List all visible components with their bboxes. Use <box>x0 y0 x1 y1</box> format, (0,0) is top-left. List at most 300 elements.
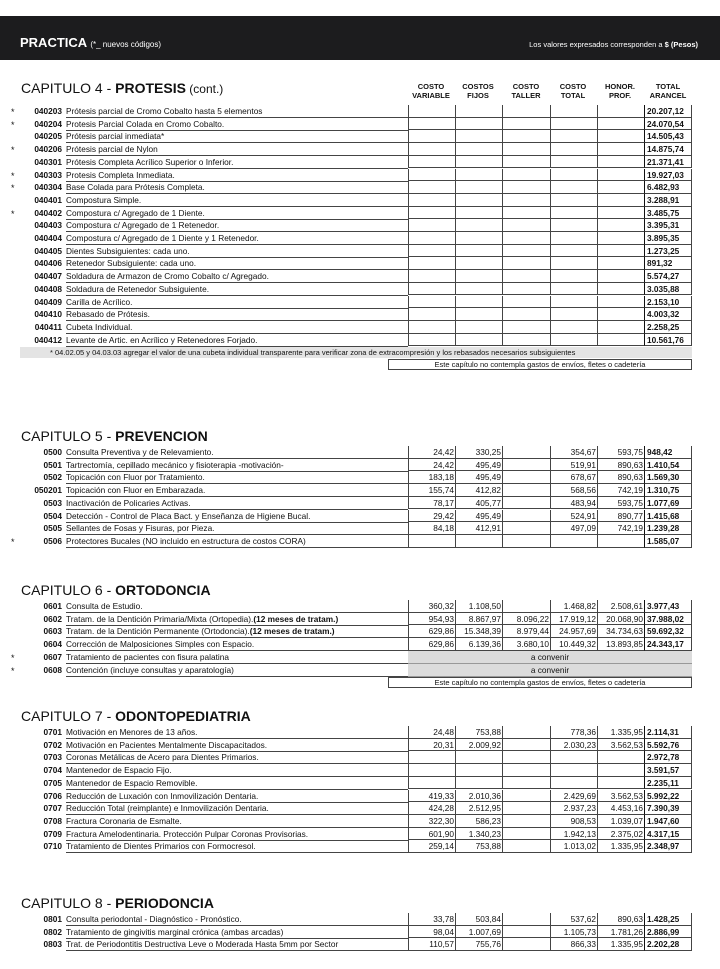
fixed-cost-cell: 1.108,50 <box>455 600 502 613</box>
fixed-cost-cell: 1.007,69 <box>455 926 502 939</box>
professional-fee-cell: 890,77 <box>597 510 644 523</box>
total-fee-cell: 24.070,54 <box>644 118 692 131</box>
practice-description <box>66 207 408 220</box>
total-cost-cell <box>550 751 597 764</box>
workshop-cost-cell <box>502 232 550 245</box>
practice-code: 040412 <box>34 334 62 345</box>
total-cost-cell: 1.942,13 <box>550 828 597 841</box>
variable-cost-cell: 33,78 <box>408 913 455 926</box>
professional-fee-cell <box>597 219 644 232</box>
professional-fee-cell: 4.453,16 <box>597 802 644 815</box>
total-cost-cell: 1.105,73 <box>550 926 597 939</box>
practice-description-text: Levante de Artic. en Acrílico y Retenedores Forjado. <box>66 334 258 345</box>
practice-description-text: Tratamiento de gingivitis marginal crónica (ambas arcadas) <box>66 926 284 937</box>
chapter-name: PREVENCION <box>115 428 208 444</box>
total-cost-cell: 483,94 <box>550 497 597 510</box>
practice-code: 0603 <box>43 626 62 637</box>
total-fee-cell: 2.202,28 <box>644 938 692 951</box>
practice-description-text: Compostura c/ Agregado de 1 Diente. <box>66 207 205 218</box>
practice-description <box>66 913 408 926</box>
fixed-cost-cell <box>455 169 502 182</box>
chapter-name: PERIODONCIA <box>115 895 214 911</box>
table-row <box>0 815 720 827</box>
practice-description <box>66 257 408 270</box>
new-code-marker: * <box>11 145 15 156</box>
total-fee-cell: 14.505,43 <box>644 130 692 143</box>
professional-fee-cell: 1.039,07 <box>597 815 644 828</box>
table-row <box>0 625 720 637</box>
total-fee-cell: 6.482,93 <box>644 181 692 194</box>
practice-code: 040401 <box>34 194 62 205</box>
page-header <box>0 16 720 60</box>
practice-description <box>66 613 408 626</box>
practice-description-text: Prótesis Completa Acrílico Superior o Inferior. <box>66 156 234 167</box>
practice-description-text: Soldadura de Armazon de Cromo Cobalto c/ Agregado. <box>66 271 269 282</box>
total-cost-cell: 678,67 <box>550 471 597 484</box>
chapter-name: ODONTOPEDIATRIA <box>115 708 251 724</box>
total-fee-cell: 5.592,76 <box>644 739 692 752</box>
workshop-cost-cell <box>502 130 550 143</box>
column-header-line: TALLER <box>511 91 541 100</box>
practice-description <box>66 497 408 510</box>
fixed-cost-cell: 8.867,97 <box>455 613 502 626</box>
practice-description-text: Trat. de Periodontitis Destructiva Leve o Moderada Hasta 5mm por Sector <box>66 939 339 950</box>
workshop-cost-cell <box>502 497 550 510</box>
practice-description-text: Prótesis parcial inmediata* <box>66 131 165 142</box>
practice-description-text: Fractura Amelodentinaria. Protección Pulpar Coronas Provisorias. <box>66 828 309 839</box>
new-code-marker: * <box>11 536 15 547</box>
top-margin <box>0 0 720 16</box>
practice-description <box>66 296 408 309</box>
table-row <box>0 156 720 168</box>
total-fee-cell: 2.348,97 <box>644 840 692 853</box>
practice-description <box>66 651 408 664</box>
practice-description <box>66 751 408 764</box>
table-row <box>0 777 720 789</box>
practice-description <box>66 510 408 523</box>
variable-cost-cell <box>408 130 455 143</box>
total-fee-cell: 3.395,31 <box>644 219 692 232</box>
professional-fee-cell <box>597 194 644 207</box>
table-row <box>0 522 720 534</box>
column-header <box>596 82 644 100</box>
practice-description <box>66 484 408 497</box>
variable-cost-cell: 629,86 <box>408 638 455 651</box>
shipping-disclaimer: Este capítulo no contempla gastos de envíos, fletes o cadetería <box>388 359 692 370</box>
chapter-name: ORTODONCIA <box>115 582 211 598</box>
total-fee-cell: 2.235,11 <box>644 777 692 790</box>
currency-note <box>529 40 698 49</box>
total-fee-cell: 1.077,69 <box>644 497 692 510</box>
total-fee-cell: 7.390,39 <box>644 802 692 815</box>
workshop-cost-cell <box>502 790 550 803</box>
workshop-cost-cell <box>502 828 550 841</box>
practice-code: 040304 <box>34 182 62 193</box>
new-code-marker: * <box>11 183 15 194</box>
practice-description-text: Motivación en Pacientes Mentalmente Discapacitados. <box>66 739 268 750</box>
table-row <box>0 471 720 483</box>
total-cost-cell: 778,36 <box>550 726 597 739</box>
variable-cost-cell <box>408 777 455 790</box>
column-header-line: COSTO <box>559 82 587 91</box>
practice-description <box>66 777 408 790</box>
practice-code: 040406 <box>34 258 62 269</box>
practice-description <box>66 790 408 803</box>
professional-fee-cell: 13.893,85 <box>597 638 644 651</box>
chapter-title <box>21 708 251 724</box>
fixed-cost-cell <box>455 207 502 220</box>
practice-code: 040409 <box>34 296 62 307</box>
variable-cost-cell: 259,14 <box>408 840 455 853</box>
professional-fee-cell <box>597 156 644 169</box>
total-fee-cell: 4.317,15 <box>644 828 692 841</box>
total-fee-cell: 5.574,27 <box>644 270 692 283</box>
variable-cost-cell <box>408 283 455 296</box>
practice-description <box>66 270 408 283</box>
total-fee-cell: 2.153,10 <box>644 296 692 309</box>
practice-description-text: Cubeta Individual. <box>66 321 133 332</box>
professional-fee-cell: 34.734,63 <box>597 625 644 638</box>
practice-code: 0501 <box>43 459 62 470</box>
variable-cost-cell <box>408 535 455 548</box>
fixed-cost-cell: 503,84 <box>455 913 502 926</box>
practice-code: 040303 <box>34 169 62 180</box>
total-cost-cell: 354,67 <box>550 446 597 459</box>
chapter-title <box>21 895 214 911</box>
practice-description <box>66 283 408 296</box>
column-header-line: COSTOS <box>462 82 494 91</box>
practice-description <box>66 232 408 245</box>
professional-fee-cell <box>597 207 644 220</box>
chapter-prefix: CAPITULO 7 - <box>21 708 116 724</box>
variable-cost-cell <box>408 232 455 245</box>
table-row <box>0 926 720 938</box>
total-fee-cell: 2.972,78 <box>644 751 692 764</box>
workshop-cost-cell <box>502 777 550 790</box>
practice-code: 040206 <box>34 144 62 155</box>
practice-code: 0705 <box>43 777 62 788</box>
table-row <box>0 726 720 738</box>
fixed-cost-cell: 1.340,23 <box>455 828 502 841</box>
column-header-line: TOTAL <box>560 91 586 100</box>
column-header <box>644 82 692 100</box>
practice-code: 040404 <box>34 233 62 243</box>
fixed-cost-cell <box>455 296 502 309</box>
professional-fee-cell <box>597 130 644 143</box>
practice-description-text: Prótesis parcial de Nylon <box>66 144 158 155</box>
workshop-cost-cell <box>502 510 550 523</box>
total-cost-cell <box>550 270 597 283</box>
practice-description-text: Consulta de Estudio. <box>66 601 143 611</box>
table-row <box>0 232 720 244</box>
total-cost-cell <box>550 143 597 156</box>
variable-cost-cell: 29,42 <box>408 510 455 523</box>
table-row <box>0 913 720 925</box>
total-cost-cell: 568,56 <box>550 484 597 497</box>
practice-description <box>66 245 408 258</box>
chapter-prefix: CAPITULO 4 - <box>21 80 116 96</box>
practice-description-text: Dientes Subsiguientes: cada uno. <box>66 245 190 256</box>
practice-description <box>66 664 408 677</box>
table-row <box>0 194 720 206</box>
total-cost-cell: 1.468,82 <box>550 600 597 613</box>
practice-code: 040407 <box>34 271 62 282</box>
table-row <box>0 207 720 219</box>
practice-description <box>66 334 408 347</box>
workshop-cost-cell: 8.979,44 <box>502 625 550 638</box>
shipping-disclaimer: Este capítulo no contempla gastos de envíos, fletes o cadetería <box>388 677 692 688</box>
variable-cost-cell <box>408 105 455 118</box>
table-row <box>0 497 720 509</box>
workshop-cost-cell <box>502 219 550 232</box>
practice-code: 0701 <box>43 727 62 737</box>
variable-cost-cell: 20,31 <box>408 739 455 752</box>
fixed-cost-cell: 2.009,92 <box>455 739 502 752</box>
total-cost-cell <box>550 156 597 169</box>
professional-fee-cell: 593,75 <box>597 446 644 459</box>
variable-cost-cell: 360,32 <box>408 600 455 613</box>
professional-fee-cell <box>597 777 644 790</box>
table-row <box>0 270 720 282</box>
practice-code: 0803 <box>43 939 62 950</box>
practice-code: 0607 <box>43 651 62 662</box>
table-row <box>0 613 720 625</box>
practice-code: 0608 <box>43 664 62 675</box>
table-row <box>0 105 720 117</box>
variable-cost-cell: 601,90 <box>408 828 455 841</box>
practice-code: 040203 <box>34 106 62 116</box>
practice-code: 0801 <box>43 914 62 924</box>
variable-cost-cell <box>408 118 455 131</box>
total-fee-cell: 24.343,17 <box>644 638 692 651</box>
practice-description <box>66 156 408 169</box>
variable-cost-cell <box>408 308 455 321</box>
workshop-cost-cell: 8.096,22 <box>502 613 550 626</box>
new-code-marker: * <box>11 652 15 663</box>
fixed-cost-cell <box>455 777 502 790</box>
workshop-cost-cell <box>502 522 550 535</box>
variable-cost-cell: 24,48 <box>408 726 455 739</box>
workshop-cost-cell <box>502 308 550 321</box>
fixed-cost-cell <box>455 321 502 334</box>
fixed-cost-cell <box>455 181 502 194</box>
professional-fee-cell <box>597 764 644 777</box>
variable-cost-cell <box>408 257 455 270</box>
fixed-cost-cell <box>455 535 502 548</box>
professional-fee-cell <box>597 105 644 118</box>
table-row <box>0 790 720 802</box>
professional-fee-cell <box>597 296 644 309</box>
variable-cost-cell: 155,74 <box>408 484 455 497</box>
variable-cost-cell <box>408 270 455 283</box>
fixed-cost-cell <box>455 283 502 296</box>
variable-cost-cell <box>408 296 455 309</box>
total-fee-cell: 4.003,32 <box>644 308 692 321</box>
practice-description <box>66 169 408 182</box>
practice-description <box>66 118 408 131</box>
practice-description-text: Base Colada para Prótesis Completa. <box>66 182 205 193</box>
practice-description <box>66 764 408 777</box>
table-row <box>0 169 720 181</box>
practice-code: 0707 <box>43 803 62 814</box>
total-cost-cell <box>550 105 597 118</box>
total-cost-cell <box>550 245 597 258</box>
new-code-marker: * <box>11 119 15 130</box>
professional-fee-cell <box>597 118 644 131</box>
practice-description <box>66 143 408 156</box>
workshop-cost-cell <box>502 446 550 459</box>
variable-cost-cell: 24,42 <box>408 459 455 472</box>
fixed-cost-cell: 586,23 <box>455 815 502 828</box>
practice-description <box>66 130 408 143</box>
variable-cost-cell <box>408 219 455 232</box>
practice-code: 0704 <box>43 765 62 776</box>
total-cost-cell <box>550 181 597 194</box>
fixed-cost-cell <box>455 245 502 258</box>
total-cost-cell: 537,62 <box>550 913 597 926</box>
professional-fee-cell: 3.562,53 <box>597 790 644 803</box>
practice-description-text: Tratam. de la Dentición Permanente (Ortodoncia). <box>66 626 250 637</box>
variable-cost-cell <box>408 321 455 334</box>
total-cost-cell: 497,09 <box>550 522 597 535</box>
professional-fee-cell: 1.335,95 <box>597 840 644 853</box>
practice-description <box>66 840 408 853</box>
variable-cost-cell: 629,86 <box>408 625 455 638</box>
total-fee-cell: 1.947,60 <box>644 815 692 828</box>
fixed-cost-cell: 495,49 <box>455 510 502 523</box>
practice-code: 0505 <box>43 523 62 534</box>
workshop-cost-cell <box>502 535 550 548</box>
variable-cost-cell <box>408 156 455 169</box>
professional-fee-cell: 2.508,61 <box>597 600 644 613</box>
practice-description-text: Contención (incluye consultas y aparatología) <box>66 664 234 675</box>
column-header-line: TOTAL <box>655 82 681 91</box>
practice-description-text: Compostura c/ Agregado de 1 Diente y 1 Retenedor. <box>66 233 259 243</box>
total-fee-cell: 1.428,25 <box>644 913 692 926</box>
total-fee-cell: 20.207,12 <box>644 105 692 118</box>
fixed-cost-cell: 405,77 <box>455 497 502 510</box>
practice-description <box>66 459 408 472</box>
practice-description-text: Protectores Bucales (NO incluido en estructura de costos CORA) <box>66 535 306 546</box>
total-fee-cell: 948,42 <box>644 446 692 459</box>
practice-code: 040410 <box>34 309 62 320</box>
variable-cost-cell: 322,30 <box>408 815 455 828</box>
total-cost-cell <box>550 764 597 777</box>
table-row <box>0 764 720 776</box>
variable-cost-cell: 24,42 <box>408 446 455 459</box>
column-header <box>454 82 502 100</box>
professional-fee-cell <box>597 283 644 296</box>
column-header-line: VARIABLE <box>412 91 450 100</box>
new-code-marker: * <box>11 107 15 117</box>
fixed-cost-cell <box>455 334 502 347</box>
total-cost-cell: 524,91 <box>550 510 597 523</box>
workshop-cost-cell <box>502 471 550 484</box>
practice-description-text: Tratamiento de Dientes Primarios con Formocresol. <box>66 841 256 852</box>
practice-description <box>66 522 408 535</box>
practice-description-text: Tratamiento de pacientes con fisura palatina <box>66 651 229 662</box>
table-row <box>0 308 720 320</box>
practice-description <box>66 815 408 828</box>
total-cost-cell: 2.937,23 <box>550 802 597 815</box>
workshop-cost-cell <box>502 321 550 334</box>
total-cost-cell <box>550 232 597 245</box>
total-cost-cell: 519,91 <box>550 459 597 472</box>
chapter-prefix: CAPITULO 8 - <box>21 895 116 911</box>
practice-code: 0604 <box>43 639 62 650</box>
fixed-cost-cell: 2.010,36 <box>455 790 502 803</box>
practice-code: 040402 <box>34 207 62 218</box>
fixed-cost-cell <box>455 270 502 283</box>
page-subtitle: (*_ nuevos códigos) <box>90 40 162 49</box>
practice-description-text: Tartrectomía, cepillado mecánico y fisioterapia -motivación- <box>66 459 284 470</box>
table-row <box>0 219 720 231</box>
professional-fee-cell <box>597 751 644 764</box>
column-header-line: HONOR. <box>605 82 635 91</box>
chapter-prefix: CAPITULO 6 - <box>21 582 116 598</box>
total-fee-cell: 5.992,22 <box>644 790 692 803</box>
table-row <box>0 484 720 496</box>
chapter-suffix: (cont.) <box>185 82 224 96</box>
variable-cost-cell: 954,93 <box>408 613 455 626</box>
professional-fee-cell: 1.335,95 <box>597 726 644 739</box>
variable-cost-cell: 424,28 <box>408 802 455 815</box>
practice-code: 0709 <box>43 828 62 839</box>
practice-description-text: Topicación con Fluor por Tratamiento. <box>66 472 205 483</box>
workshop-cost-cell <box>502 105 550 118</box>
practice-description <box>66 600 408 613</box>
variable-cost-cell: 419,33 <box>408 790 455 803</box>
practice-code: 0702 <box>43 739 62 750</box>
practice-description <box>66 321 408 334</box>
practice-description-text: Prótesis parcial de Cromo Cobalto hasta 5 elementos <box>66 106 263 116</box>
workshop-cost-cell <box>502 802 550 815</box>
workshop-cost-cell <box>502 194 550 207</box>
table-row <box>0 459 720 471</box>
practice-description <box>66 938 408 951</box>
total-cost-cell: 908,53 <box>550 815 597 828</box>
practice-description-text: Carilla de Acrílico. <box>66 296 133 307</box>
professional-fee-cell <box>597 245 644 258</box>
fixed-cost-cell <box>455 308 502 321</box>
practice-code: 0708 <box>43 815 62 826</box>
total-cost-cell: 1.013,02 <box>550 840 597 853</box>
total-cost-cell <box>550 535 597 548</box>
practice-description <box>66 638 408 651</box>
column-header-line: ARANCEL <box>649 91 687 100</box>
table-row <box>0 283 720 295</box>
practice-code: 0703 <box>43 752 62 763</box>
fixed-cost-cell <box>455 130 502 143</box>
total-fee-cell: 19.927,03 <box>644 169 692 182</box>
total-fee-cell: 14.875,74 <box>644 143 692 156</box>
workshop-cost-cell <box>502 815 550 828</box>
workshop-cost-cell <box>502 459 550 472</box>
practice-code: 0601 <box>43 601 62 611</box>
practice-code: 0500 <box>43 447 62 457</box>
workshop-cost-cell <box>502 283 550 296</box>
professional-fee-cell <box>597 334 644 347</box>
practice-description-text: Compostura c/ Agregado de 1 Retenedor. <box>66 220 220 231</box>
practice-description-text: Consulta periodontal - Diagnóstico - Pronóstico. <box>66 914 242 924</box>
variable-cost-cell: 183,18 <box>408 471 455 484</box>
practice-code: 0506 <box>43 535 62 546</box>
practice-code: 040405 <box>34 245 62 256</box>
professional-fee-cell: 1.781,26 <box>597 926 644 939</box>
price-to-agree: a convenir <box>408 664 692 677</box>
practice-description <box>66 105 408 118</box>
total-cost-cell <box>550 334 597 347</box>
